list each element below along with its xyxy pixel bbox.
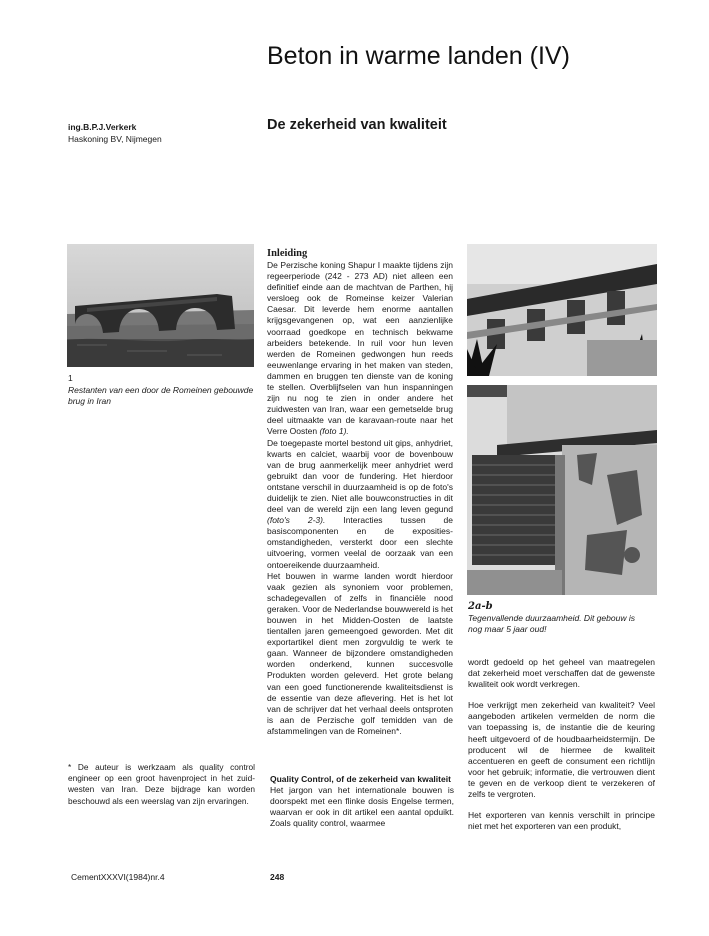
right-paragraph-2: Hoe verkrijgt men zekerheid van kwaliteit? Veel aangeboden artikelen vermelden de norm die van toepassing is, de instantie die de keuring heeft uitgevoerd of de houdbaarheidstermijn. De producent wil de hiermee de kwaliteit accentueren en geeft de consument een richtlijn voor het gebruik; informatie, die vertrouwen dient te geven en de verkoop dient te verzekeren of zelfs te vergroten. bbox=[468, 700, 655, 800]
article-subtitle: De zekerheid van kwaliteit bbox=[267, 117, 447, 133]
photo-1-reference: (foto 1). bbox=[319, 426, 349, 437]
author-footnote: * De auteur is werkzaam als quality control engineer op een groot havenproject in het zuid-westen van Iran. Deze bijdrage kan worden beschouwd als een weerslag van zijn ervaringen. bbox=[68, 762, 255, 806]
figure-2-number: 2a-b bbox=[468, 601, 493, 612]
paragraph-4: Het jargon van het internationale bouwen is doorspekt met een flinke dosis Engelse termen, waarvan er ook in dit artikel een aantal opduikt. Zoals quality control, waarmee bbox=[270, 785, 454, 829]
right-paragraph-3: Het exporteren van kennis verschilt in principe niet met het exporteren van een produkt, bbox=[468, 810, 655, 832]
section-heading-quality-control: Quality Control, of de zekerheid van kwaliteit bbox=[270, 774, 451, 784]
paragraph-2: De toegepaste mortel bestond uit gips, anhydriet, kwarts en calciet, waarbij voor de bovenbouw van de brug aanmerkelijk meer anhydriet werd gebruikt dan voor de fundering. Het hierdoor ontstane verschil in duurzaamheid is op de foto's duidelijk te zien. Niet alle bouwconstructies in dit deel van de wereld zijn een lang leven gegund (foto's 2-3). Interacties tussen de basiscomponenten en de exposities-omstandigheden, versterkt door een slechte uitvoering, vormen veelal de oorzaak van een ontoereikende duurzaamheid. bbox=[267, 437, 453, 570]
section-heading-inleiding: Inleiding bbox=[267, 248, 308, 259]
right-column bbox=[468, 657, 655, 832]
figure-2-caption bbox=[468, 601, 648, 636]
author-affiliation: Haskoning BV, Nijmegen bbox=[68, 134, 162, 144]
figure-1-text: Restanten van een door de Romeinen gebouwde brug in Iran bbox=[68, 384, 254, 406]
middle-column bbox=[267, 248, 453, 737]
paragraph-1: De Perzische koning Shapur I maakte tijdens zijn regeerperiode (242 - 273 AD) niet alleen een definitief einde aan de machtvan de Parthen, hij versloeg ook de Romeinse keizer Valerian Caesar. Dit leverde hem enorme aantallen krijgsgevangenen op, wat een aanzienlijke voorraad goedkope en technisch bekwame arbeiders betekende. In ruil voor hun leven werden de Romeinen gedwongen hun reeds eeuwenlange ervaring in het maken van steden, dammen en bruggen ten dienste van de koning te stellen. Overblijfselen van hun inspanningen zijn nu nog te zien in onder andere het zuidwesten van Iran, waar een gemetselde brug deel uitmaakte van de karavaan-route naar het Verre Oosten (foto 1). bbox=[267, 260, 453, 437]
article-title: Beton in warme landen (IV) bbox=[267, 42, 570, 70]
bridge-ruin-photo bbox=[67, 244, 254, 367]
paragraph-3: Het bouwen in warme landen wordt hierdoor vaak gezien als synoniem voor problemen, schadegevallen of zelfs in financiële nood geraken. Voor de Nederlandse bouwwereld is het bouwen in het Midden-Oosten de laatste tientallen jaren gemeengoed geworden. Met dit exportartikel dient men zorgvuldig te werk te gaan. Wanneer de bijzondere omstandigheden worden onderkend, kunnen succesvolle Produkten worden geleverd. Het grote belang van een goed functionerende kwaliteitsdienst is de essentie van deze aflevering. Het is het lot van de schrijver dat het verhaal deels ontsproten is aan de Perzische golf temidden van de afstammelingen van de Romeinen*. bbox=[267, 570, 453, 736]
author-name: ing.B.P.J.Verkerk bbox=[68, 122, 137, 132]
figure-1-caption bbox=[68, 373, 255, 408]
journal-reference: CementXXXVI(1984)nr.4 bbox=[71, 872, 165, 882]
middle-column-bottom bbox=[270, 774, 454, 829]
author-block bbox=[68, 121, 162, 145]
damaged-facade-photo bbox=[467, 385, 657, 595]
figure-1-number: 1 bbox=[68, 373, 73, 383]
page-number: 248 bbox=[270, 872, 285, 882]
photo-2-3-reference: (foto's 2-3). bbox=[267, 515, 326, 526]
building-facade-photo bbox=[467, 244, 657, 376]
figure-2-text: Tegenvallende duurzaamheid. Dit gebouw is nog maar 5 jaar oud! bbox=[468, 612, 635, 634]
right-paragraph-1: wordt gedoeld op het geheel van maatregelen dat zekerheid moet verschaffen dat de gewenste kwaliteit ook wordt verkregen. bbox=[468, 657, 655, 690]
